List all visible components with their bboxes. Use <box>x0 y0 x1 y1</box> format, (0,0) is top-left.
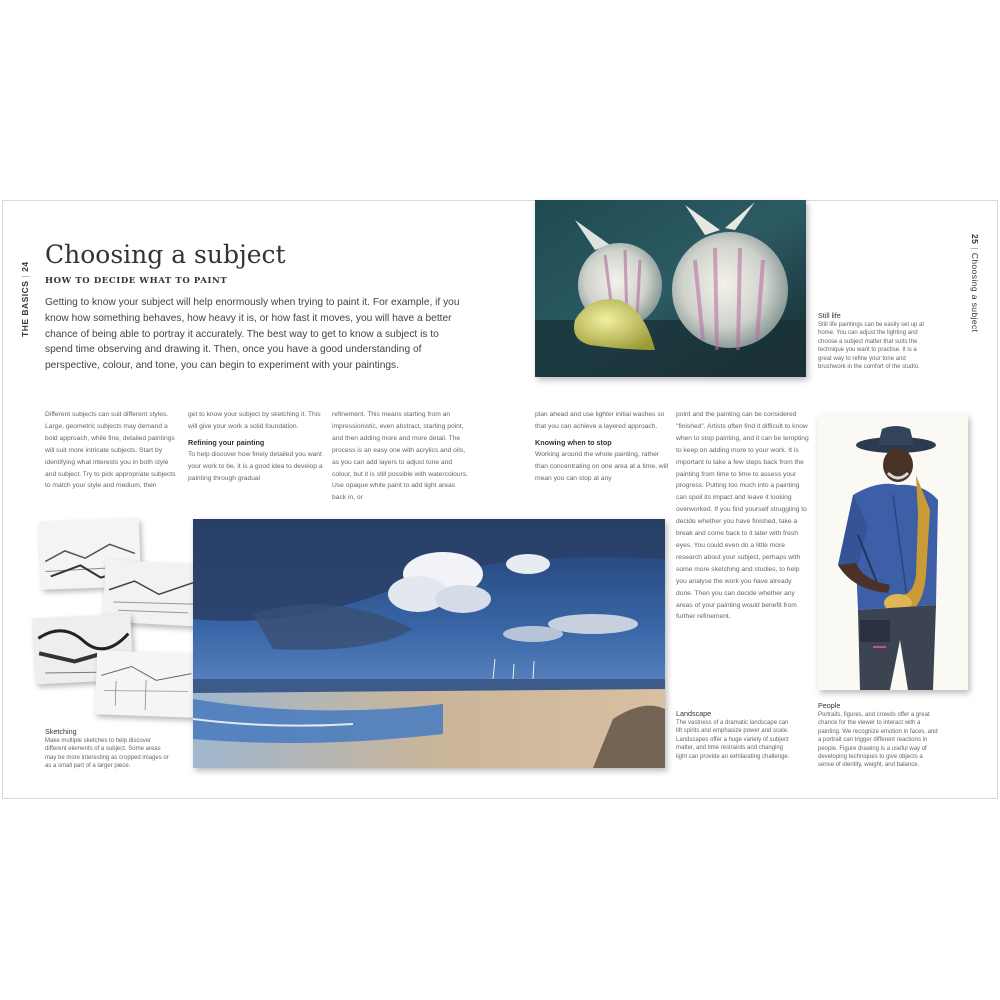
body-text: point and the painting can be considered "finished". Artists often find it difficult to know when to stop painting, and it can be tempting to keep on adding more to your work. It is important to take a few steps back from the painting from time to time to assess your progress. Putting too much into a painting can spoil its impact and leave it looking overworked. If you find yourself struggling to decide whether you have finished, take a break and come back to it later with fresh eyes. You could even do a little more research about your subject, perhaps with some more sketching and studies, to help you analyse the work you have already done. Then you can decide whether any areas of your painting would benefit from further refinement. <box>676 411 809 621</box>
caption-text: Portraits, figures, and crowds offer a great chance for the viewer to interact with a painting. We recognize emotion in faces, and a portrait can trigger different reactions in people. Figure drawing is a useful way of developing techniques to give objects a sense of identity, weight, and balance. <box>818 712 938 769</box>
section-label: THE BASICS <box>20 280 30 337</box>
page-title: Choosing a subject <box>45 240 286 269</box>
page-number-right: 25 <box>970 234 980 245</box>
caption-title: Landscape <box>676 709 712 718</box>
people-painting <box>818 415 968 690</box>
saxophonist-illustration <box>818 415 968 690</box>
subheading-refining: Refining your painting <box>188 437 265 447</box>
running-title: Choosing a subject <box>970 252 980 333</box>
still-life-caption <box>818 311 930 371</box>
sketch-drawing <box>95 650 197 717</box>
intro-paragraph: Getting to know your subject will help enormously when trying to paint it. For example, if you know how something behaves, how heavy it is, or how fast it moves, you will have a better chance of being able to portray it accurately. The best way to get to know a subject is to spend time observing and drawing it. Then, once you have a good understanding of perspective, colour, and tone, you can begin to experiment with your paintings. <box>45 297 460 372</box>
body-text: Different subjects can suit different styles. Large, geometric subjects may demand a bold approach, while fine, detailed paintings will suit more intricate subjects. Start by identifying what interests you in both style and subject. Try to pick appropriate subjects to match your style and medium, then <box>45 411 176 490</box>
left-running-head <box>18 211 32 337</box>
body-text: Working around the whole painting, rather than concentrating on one area at a time, will mean you can stop at any <box>535 450 669 482</box>
body-column-3 <box>332 409 470 504</box>
running-head-separator: | <box>970 247 980 250</box>
body-column-5 <box>676 409 810 623</box>
body-text: To help discover how finely detailed you want your work to be, it is a good idea to develop a painting through gradual <box>188 450 323 482</box>
sketching-caption <box>45 727 173 771</box>
body-text: get to know your subject by sketching it. This will give your work a solid foundation. <box>188 411 321 430</box>
garlic-illustration <box>535 200 806 377</box>
page-number-left: 24 <box>20 261 30 272</box>
caption-title: Sketching <box>45 727 77 736</box>
body-column-2 <box>188 409 326 484</box>
body-column-1 <box>45 409 180 492</box>
caption-text: The vastness of a dramatic landscape can lift spirits and emphasize power and scale. Landscapes offer a huge variety of subject matter, and time restraints and changing light can provide an exhilarating challenge. <box>676 720 790 760</box>
subheading-knowing-when-to-stop: Knowing when to stop <box>535 437 612 447</box>
caption-text: Make multiple sketches to help discover different elements of a subject. Some areas may be more interesting as cropped images or as a small part of a larger piece. <box>45 738 169 770</box>
landscape-caption <box>676 709 790 761</box>
people-caption <box>818 701 938 770</box>
right-running-head <box>968 234 982 360</box>
running-head-separator: | <box>20 274 30 278</box>
caption-title: People <box>818 701 841 710</box>
body-text: refinement. This means starting from an impressionistic, even abstract, starting point, and then adding more and more detail. The process is an easy one with acrylics and oils, as you can add layers to adjust tone and colour, but it is still possible with watercolours. Use opaque white paint to add light areas back in, or <box>332 411 469 502</box>
body-column-4 <box>535 409 670 484</box>
sketches-collage <box>38 520 190 718</box>
sketch-4 <box>95 650 197 717</box>
beach-sky-illustration <box>193 519 665 768</box>
caption-text: Still life paintings can be easily set up at home. You can adjust the lighting and choose a subject matter that suits the technique you want to practise. It is a great way to refine your tone and brushwork in the comfort of the studio. <box>818 322 925 371</box>
page-subtitle: HOW TO DECIDE WHAT TO PAINT <box>45 276 228 286</box>
body-text: plan ahead and use lighter initial washes so that you can achieve a layered approach. <box>535 411 665 430</box>
caption-title: Still life <box>818 311 841 320</box>
landscape-painting <box>193 519 665 768</box>
still-life-painting <box>535 200 806 377</box>
